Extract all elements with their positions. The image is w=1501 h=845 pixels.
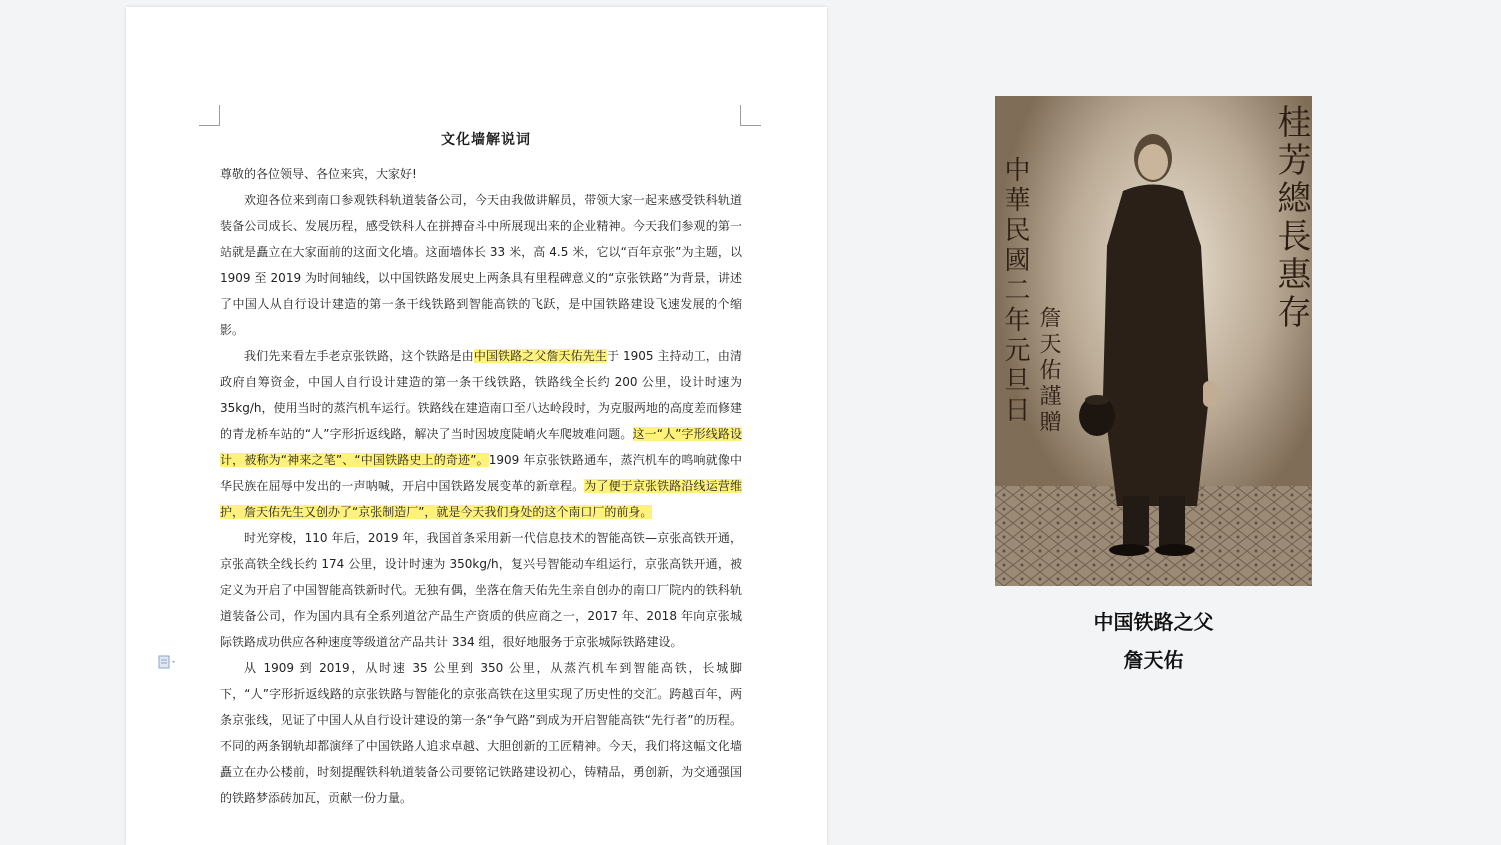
highlight-2: 这一“人”字形线路设计，被称为“神来之笔”、“中国铁路史上的奇迹”。: [220, 427, 742, 467]
document-title[interactable]: 文化墙解说词: [441, 132, 531, 148]
paragraph-2-text-a: 我们先来看左手老京张铁路，这个铁路是由: [244, 349, 474, 363]
highlight-3: 为了便于京张铁路沿线运营维护，詹天佑先生又创办了“京张制造厂”，就是今天我们身处的这个南口厂的前身。: [220, 479, 742, 519]
paragraph-2[interactable]: [220, 343, 742, 525]
caption-title: 中国铁路之父: [1093, 610, 1214, 634]
inscription-left: 中華民國二年元旦日: [1000, 156, 1030, 426]
crop-mark-top-right: [740, 105, 761, 126]
document-body[interactable]: [220, 161, 742, 811]
highlight-1: 中国铁路之父詹天佑先生: [473, 349, 607, 363]
paragraph-4[interactable]: 从 1909 到 2019，从时速 35 公里到 350 公里，从蒸汽机车到智能高铁，长城脚下，“人”字形折返线路的京张铁路与智能化的京张高铁在这里实现了历史性的交汇。跨越百年，两条京张线，见证了中国人从自行设计建设的第一条“争气路”到成为开启智能高铁“先行者”的历程。不同的两条钢轨却都演绎了中国铁路人追求卓越、大胆创新的工匠精神。今天，我们将这幅文化墙矗立在办公楼前，时刻提醒铁科轨道装备公司要铭记铁路建设初心，铸精品，勇创新，为交通强国的铁路梦添砖加瓦，贡献一份力量。: [220, 661, 742, 805]
paragraph-2-text-b: 于 1905 主持动工，由清政府自筹资金，中国人自行设计建造的第一条干线铁路，铁路线全长约 200 公里，设计时速为 35kg/h，使用当时的蒸汽机车运行。铁路线在建造南口至八达岭段时，为克服两地的高度差而修建的青龙桥车站的“人”字形折返线路，解决了当时因坡度陡峭火车爬坡难问题。: [220, 349, 742, 441]
greeting-paragraph[interactable]: 尊敬的各位领导、各位来宾，大家好!: [220, 167, 417, 181]
inscription-right: 桂芳總長惠存: [1271, 104, 1311, 332]
portrait-photo: [995, 96, 1312, 586]
paragraph-3[interactable]: 时光穿梭，110 年后，2019 年，我国首条采用新一代信息技术的智能高铁—京张高铁开通，京张高铁全线长约 174 公里，设计时速为 350kg/h，复兴号智能动车组运行，京张高铁开通，被定义为开启了中国智能高铁新时代。无独有偶，坐落在詹天佑先生亲自创办的南口厂院内的铁科轨道装备公司，作为国内具有全系列道岔产品生产资质的供应商之一，2017 年、2018 年向京张城际铁路成功供应各种速度等级道岔产品共计 334 组，很好地服务于京张城际铁路建设。: [220, 531, 742, 649]
caption-name: 詹天佑: [1123, 648, 1184, 672]
inscription-signature: 詹天佑謹贈: [1036, 306, 1061, 436]
crop-mark-top-left: [199, 105, 220, 126]
paragraph-1[interactable]: 欢迎各位来到南口参观铁科轨道装备公司，今天由我做讲解员，带领大家一起来感受铁科轨道装备公司成长、发展历程，感受铁科人在拼搏奋斗中所展现出来的企业精神。今天我们参观的第一站就是矗立在大家面前的这面文化墙。这面墙体长 33 米，高 4.5 米，它以“百年京张”为主题，以 1909 至 2019 为时间轴线，以中国铁路发展史上两条具有里程碑意义的“京张铁路”为背景，讲述了中国人从自行设计建造的第一条干线铁路到智能高铁的飞跃，是中国铁路建设飞速发展的个缩影。: [220, 193, 742, 337]
paragraph-2-text-c: 1909 年京张铁路通车，蒸汽机车的鸣响就像中华民族在屈辱中发出的一声呐喊，开启中国铁路发展变革的新章程。: [220, 453, 743, 493]
document-icon[interactable]: [158, 655, 178, 673]
document-page: [126, 7, 827, 845]
